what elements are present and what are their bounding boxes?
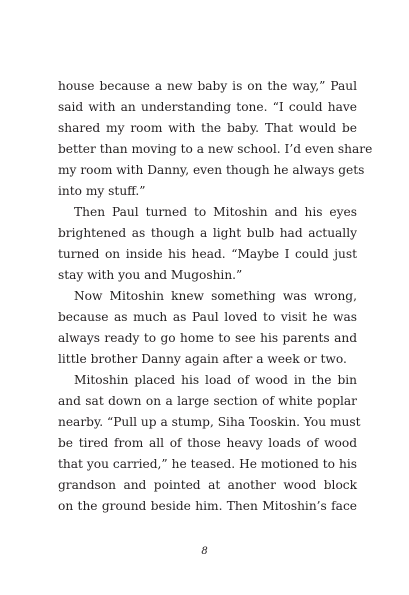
paragraph bbox=[58, 202, 357, 286]
text-line: brightened as though a light bulb had actually bbox=[58, 226, 357, 240]
text-line: that you carried,” he teased. He motioned to his bbox=[58, 457, 357, 471]
text-line: and sat down on a large section of white poplar bbox=[58, 394, 357, 408]
text-line: Now Mitoshin knew something was wrong, bbox=[74, 289, 357, 303]
text-line: Then Paul turned to Mitoshin and his eyes bbox=[74, 205, 357, 219]
text-line: because as much as Paul loved to visit he was bbox=[58, 310, 357, 324]
text-line: my room with Danny, even though he always gets bbox=[58, 163, 365, 177]
page-number: 8 bbox=[201, 546, 208, 557]
text-line: better than moving to a new school. I’d even share bbox=[58, 142, 373, 156]
paragraph bbox=[58, 286, 357, 370]
text-line: grandson and pointed at another wood block bbox=[58, 478, 357, 492]
text-line: into my stuff.” bbox=[58, 184, 146, 198]
text-line: nearby. “Pull up a stump, Siha Tooskin. You must bbox=[58, 415, 361, 429]
text-line: turned on inside his head. “Maybe I could just bbox=[58, 247, 357, 261]
text-line: always ready to go home to see his parents and bbox=[58, 331, 357, 345]
paragraph bbox=[58, 370, 361, 517]
text-line: little brother Danny again after a week or two. bbox=[58, 352, 347, 366]
body-text bbox=[58, 76, 373, 517]
text-line: shared my room with the baby. That would be bbox=[58, 121, 357, 135]
text-line: Mitoshin placed his load of wood in the bin bbox=[74, 373, 357, 387]
text-line: stay with you and Mugoshin.” bbox=[58, 268, 243, 282]
text-line: on the ground beside him. Then Mitoshin’s face bbox=[58, 499, 357, 513]
text-line: be tired from all of those heavy loads of wood bbox=[58, 436, 357, 450]
paragraph bbox=[58, 76, 373, 202]
text-line: house because a new baby is on the way,” Paul bbox=[58, 79, 357, 93]
text-line: said with an understanding tone. “I could have bbox=[58, 100, 357, 114]
